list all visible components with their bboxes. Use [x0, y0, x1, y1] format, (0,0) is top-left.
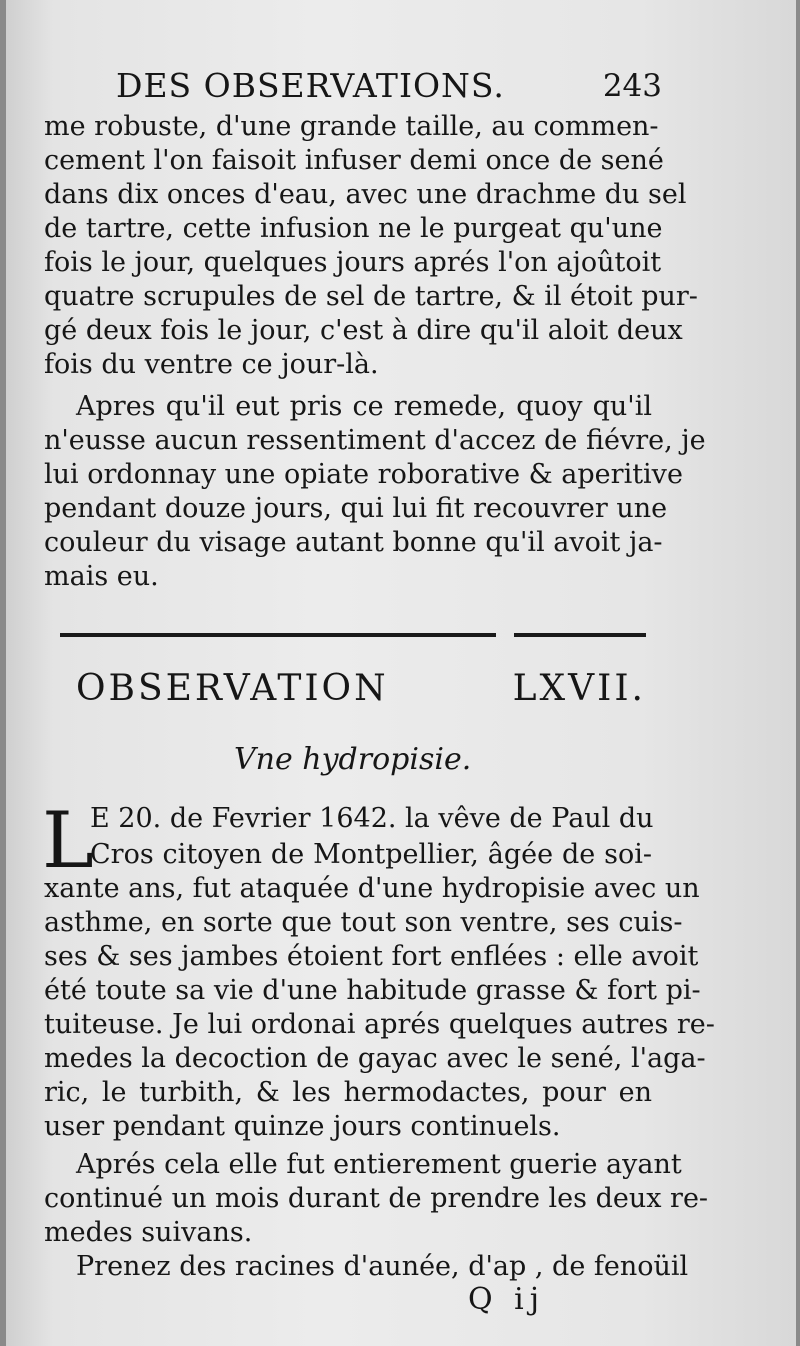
observation-subtitle: Vne hydropisie. — [234, 742, 472, 777]
text-line: medes suivans. — [44, 1217, 253, 1248]
text-line: me robuste, d'une grande taille, au commen- — [44, 111, 659, 142]
text-line: xante ans, fut ataquée d'une hydropisie avec un — [44, 873, 700, 904]
text-line: été toute sa vie d'une habitude grasse & fort pi- — [44, 975, 701, 1006]
text-line: medes la decoction de gayac avec le sené, l'aga- — [44, 1043, 706, 1074]
text-line: fois du ventre ce jour-là. — [44, 349, 379, 380]
text-line: fois le jour, quelques jours aprés l'on ajoûtoit — [44, 247, 662, 278]
text-line: Apres qu'il eut pris ce remede, quoy qu'il — [76, 391, 652, 422]
text-line: mais eu. — [44, 561, 159, 592]
text-line: Cros citoyen de Montpellier, âgée de soi- — [90, 839, 652, 870]
text-line: Prenez des racines d'aunée, d'ap , de fenoüil — [76, 1251, 689, 1282]
page-number: 243 — [602, 68, 662, 104]
text-line: lui ordonnay une opiate roborative & aperitive — [44, 459, 683, 490]
text-line: de tartre, cette infusion ne le purgeat qu'une — [44, 213, 663, 244]
signature-mark: Q ij — [468, 1282, 546, 1317]
text-line: couleur du visage autant bonne qu'il avoit ja- — [44, 527, 663, 558]
text-line: n'eusse aucun ressentiment d'accez de fiévre, je — [44, 425, 706, 456]
book-page — [6, 0, 796, 1346]
section-rule — [60, 633, 496, 637]
text-line: E 20. de Fevrier 1642. la vêve de Paul du — [90, 803, 654, 834]
text-line: continué un mois durant de prendre les deux re- — [44, 1183, 709, 1214]
section-rule — [514, 633, 646, 637]
running-title: DES OBSERVATIONS. — [116, 66, 505, 105]
text-line: tuiteuse. Je lui ordonai aprés quelques autres re- — [44, 1009, 715, 1040]
text-line: ric, le turbith, & les hermodactes, pour en — [44, 1077, 652, 1108]
running-head — [116, 66, 676, 110]
text-line: ses & ses jambes étoient fort enflées : elle avoit — [44, 941, 699, 972]
text-line: user pendant quinze jours continuels. — [44, 1111, 561, 1142]
drop-cap: L — [42, 796, 94, 886]
text-line: pendant douze jours, qui lui fit recouvrer une — [44, 493, 668, 524]
text-line: Aprés cela elle fut entierement guerie ayant — [76, 1149, 682, 1180]
text-line: asthme, en sorte que tout son ventre, ses cuis- — [44, 907, 683, 938]
text-line: dans dix onces d'eau, avec une drachme du sel — [44, 179, 687, 210]
text-line: gé deux fois le jour, c'est à dire qu'il aloit deux — [44, 315, 683, 346]
text-line: quatre scrupules de sel de tartre, & il étoit pur- — [44, 281, 698, 312]
text-line: cement l'on faisoit infuser demi once de sené — [44, 145, 664, 176]
observation-title: OBSERVATION LXVII. — [76, 668, 646, 709]
